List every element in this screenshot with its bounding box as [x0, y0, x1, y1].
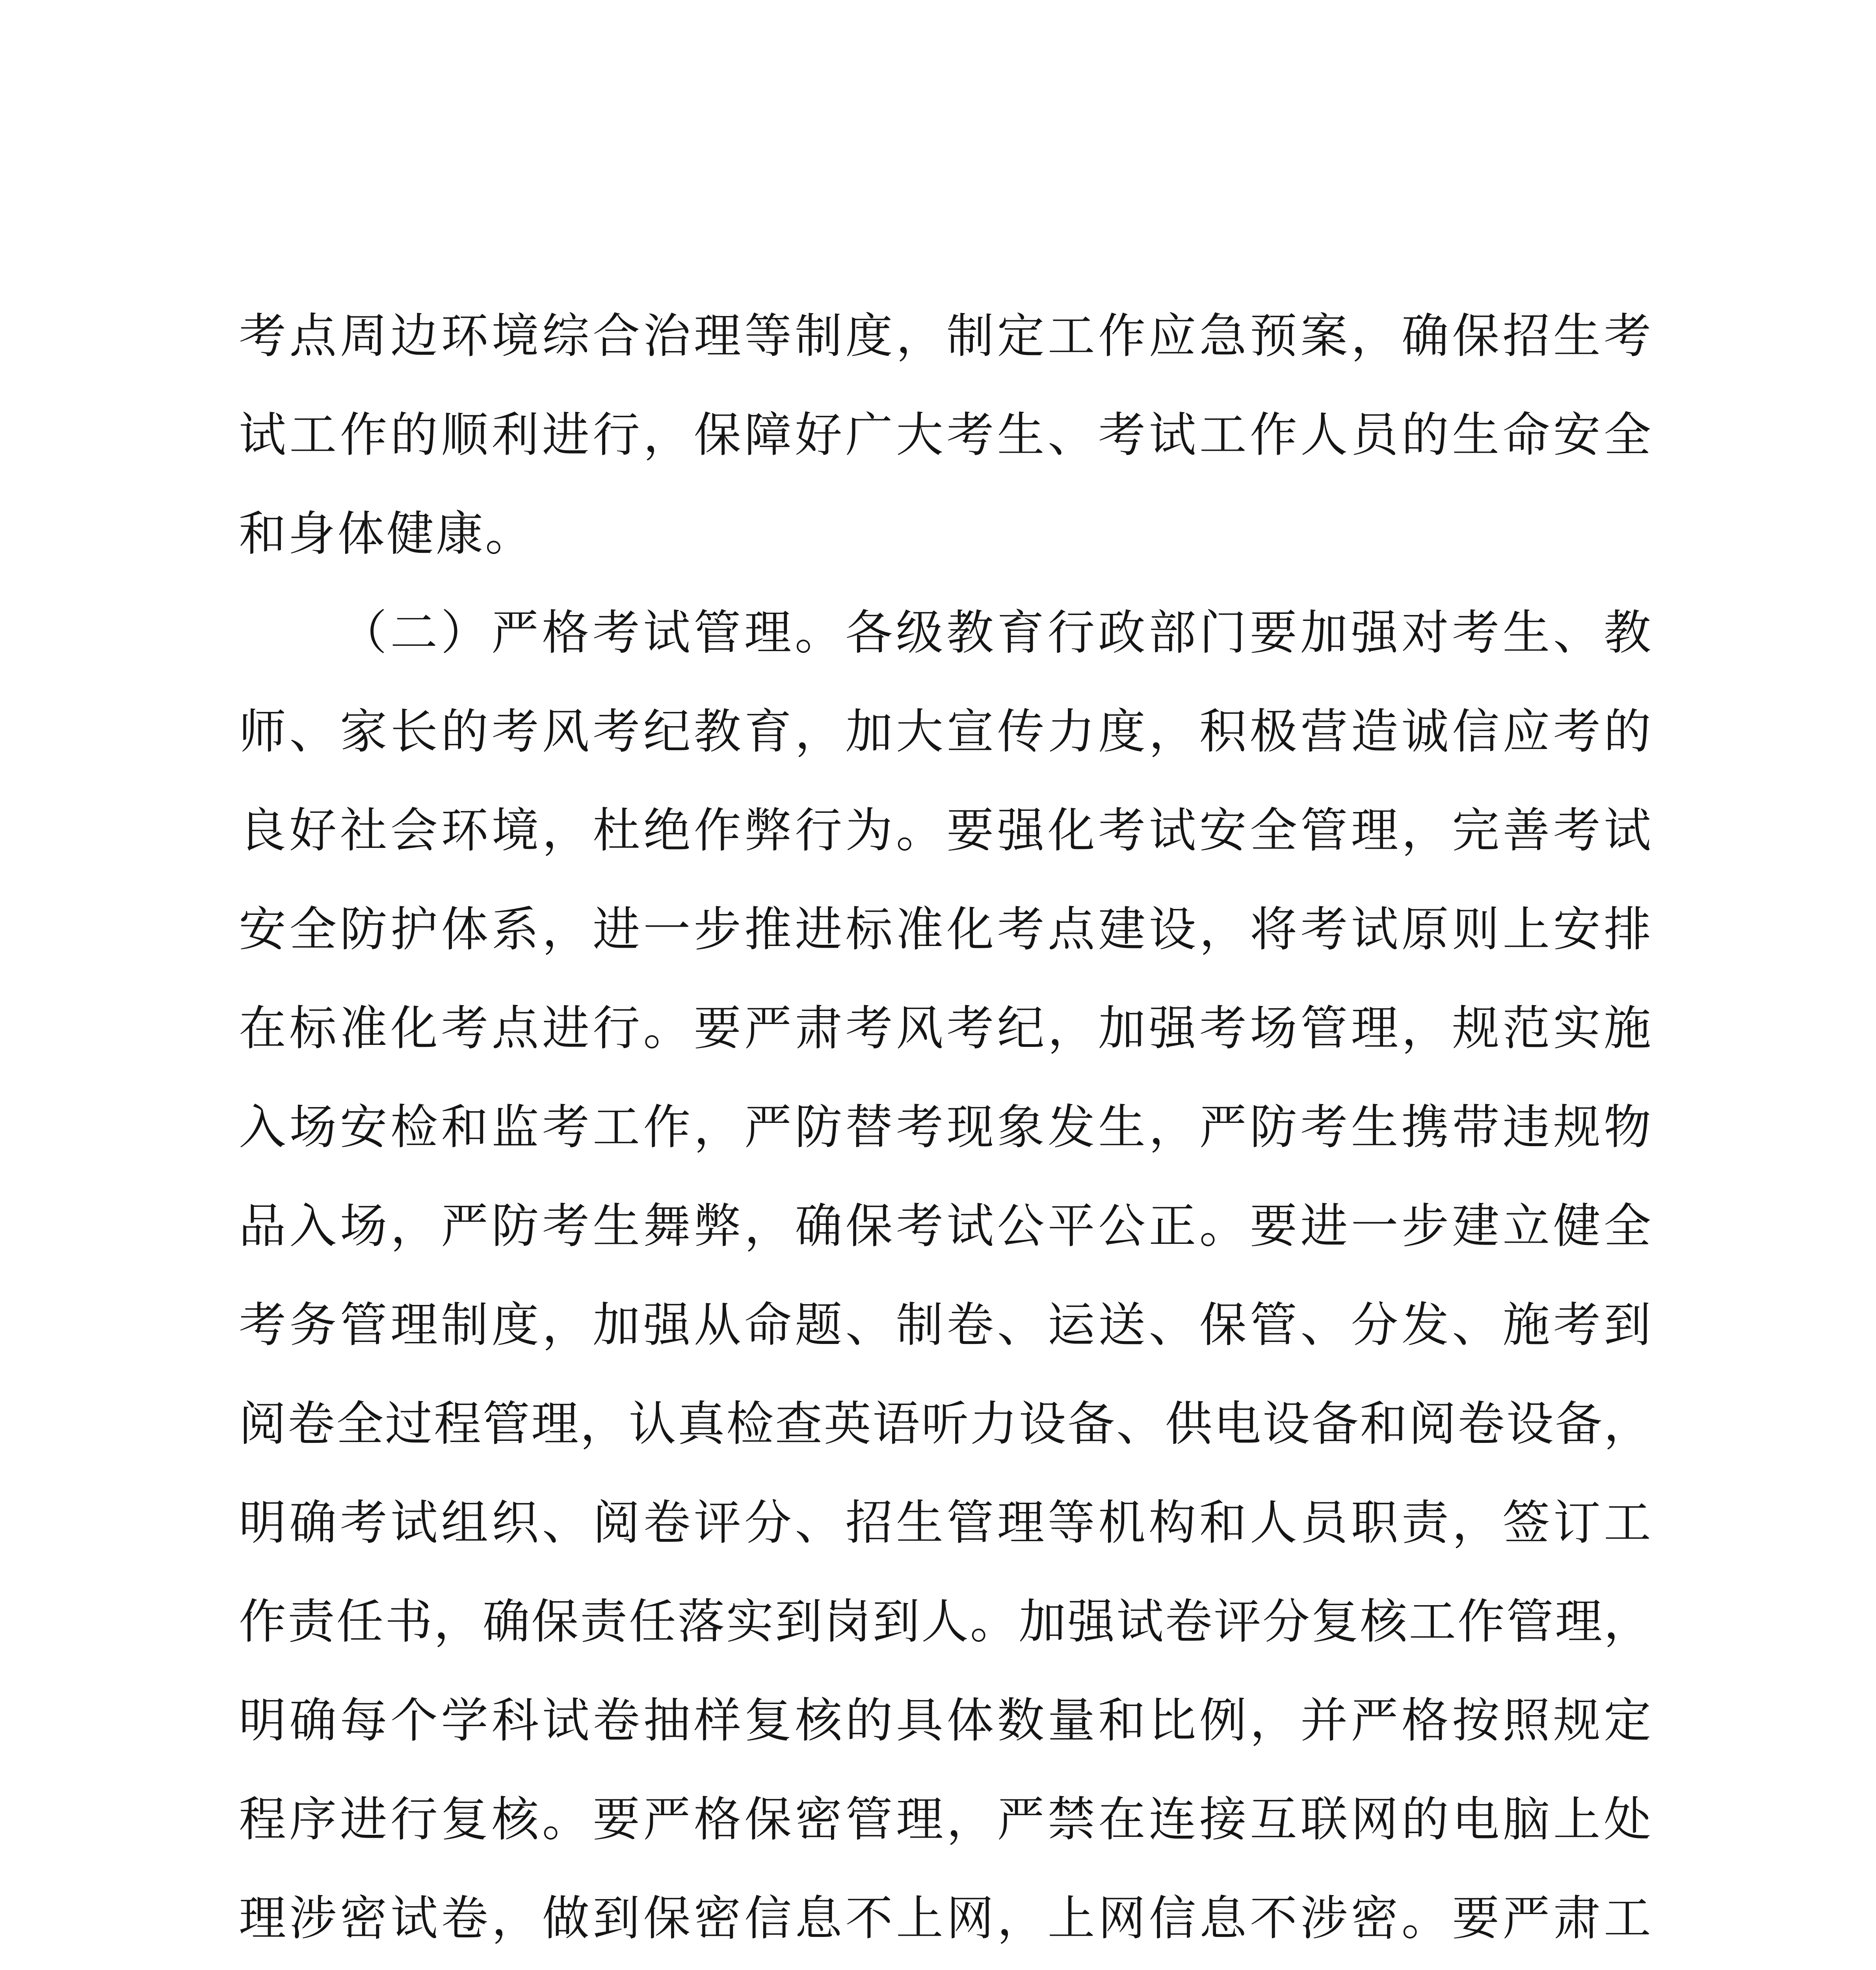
- text-line: 安全防护体系，进一步推进标准化考点建设，将考试原则上安排: [239, 902, 1651, 957]
- text-line: 明确每个学科试卷抽样复核的具体数量和比例，并严格按照规定: [239, 1693, 1651, 1748]
- text-line: 在标准化考点进行。要严肃考风考纪，加强考场管理，规范实施: [239, 1001, 1651, 1056]
- text-line: 作责任书，确保责任落实到岗到人。加强试卷评分复核工作管理，: [239, 1595, 1651, 1649]
- text-line: 考务管理制度，加强从命题、制卷、运送、保管、分发、施考到: [239, 1298, 1651, 1353]
- text-line: 程序进行复核。要严格保密管理，严禁在连接互联网的电脑上处: [239, 1792, 1651, 1847]
- text-line: 阅卷全过程管理，认真检查英语听力设备、供电设备和阅卷设备，: [239, 1397, 1651, 1451]
- text-line: 良好社会环境，杜绝作弊行为。要强化考试安全管理，完善考试: [239, 803, 1651, 858]
- text-line: 师、家长的考风考纪教育，加大宣传力度，积极营造诚信应考的: [239, 704, 1651, 759]
- section-heading-line: （二）严格考试管理。各级教育行政部门要加强对考生、教: [340, 606, 1651, 660]
- text-line: 品入场，严防考生舞弊，确保考试公平公正。要进一步建立健全: [239, 1199, 1651, 1254]
- text-line: 和身体健康。: [239, 507, 534, 561]
- text-line: 理涉密试卷，做到保密信息不上网，上网信息不涉密。要严肃工: [239, 1891, 1651, 1946]
- body-text: [239, 287, 1651, 1970]
- text-line: 明确考试组织、阅卷评分、招生管理等机构和人员职责，签订工: [239, 1496, 1651, 1550]
- text-line: [239, 1968, 1651, 1970]
- text-line: 考点周边环境综合治理等制度，制定工作应急预案，确保招生考: [239, 309, 1651, 364]
- text-line: 入场安检和监考工作，严防替考现象发生，严防考生携带违规物: [239, 1100, 1651, 1155]
- text-line: 试工作的顺利进行，保障好广大考生、考试工作人员的生命安全: [239, 408, 1651, 463]
